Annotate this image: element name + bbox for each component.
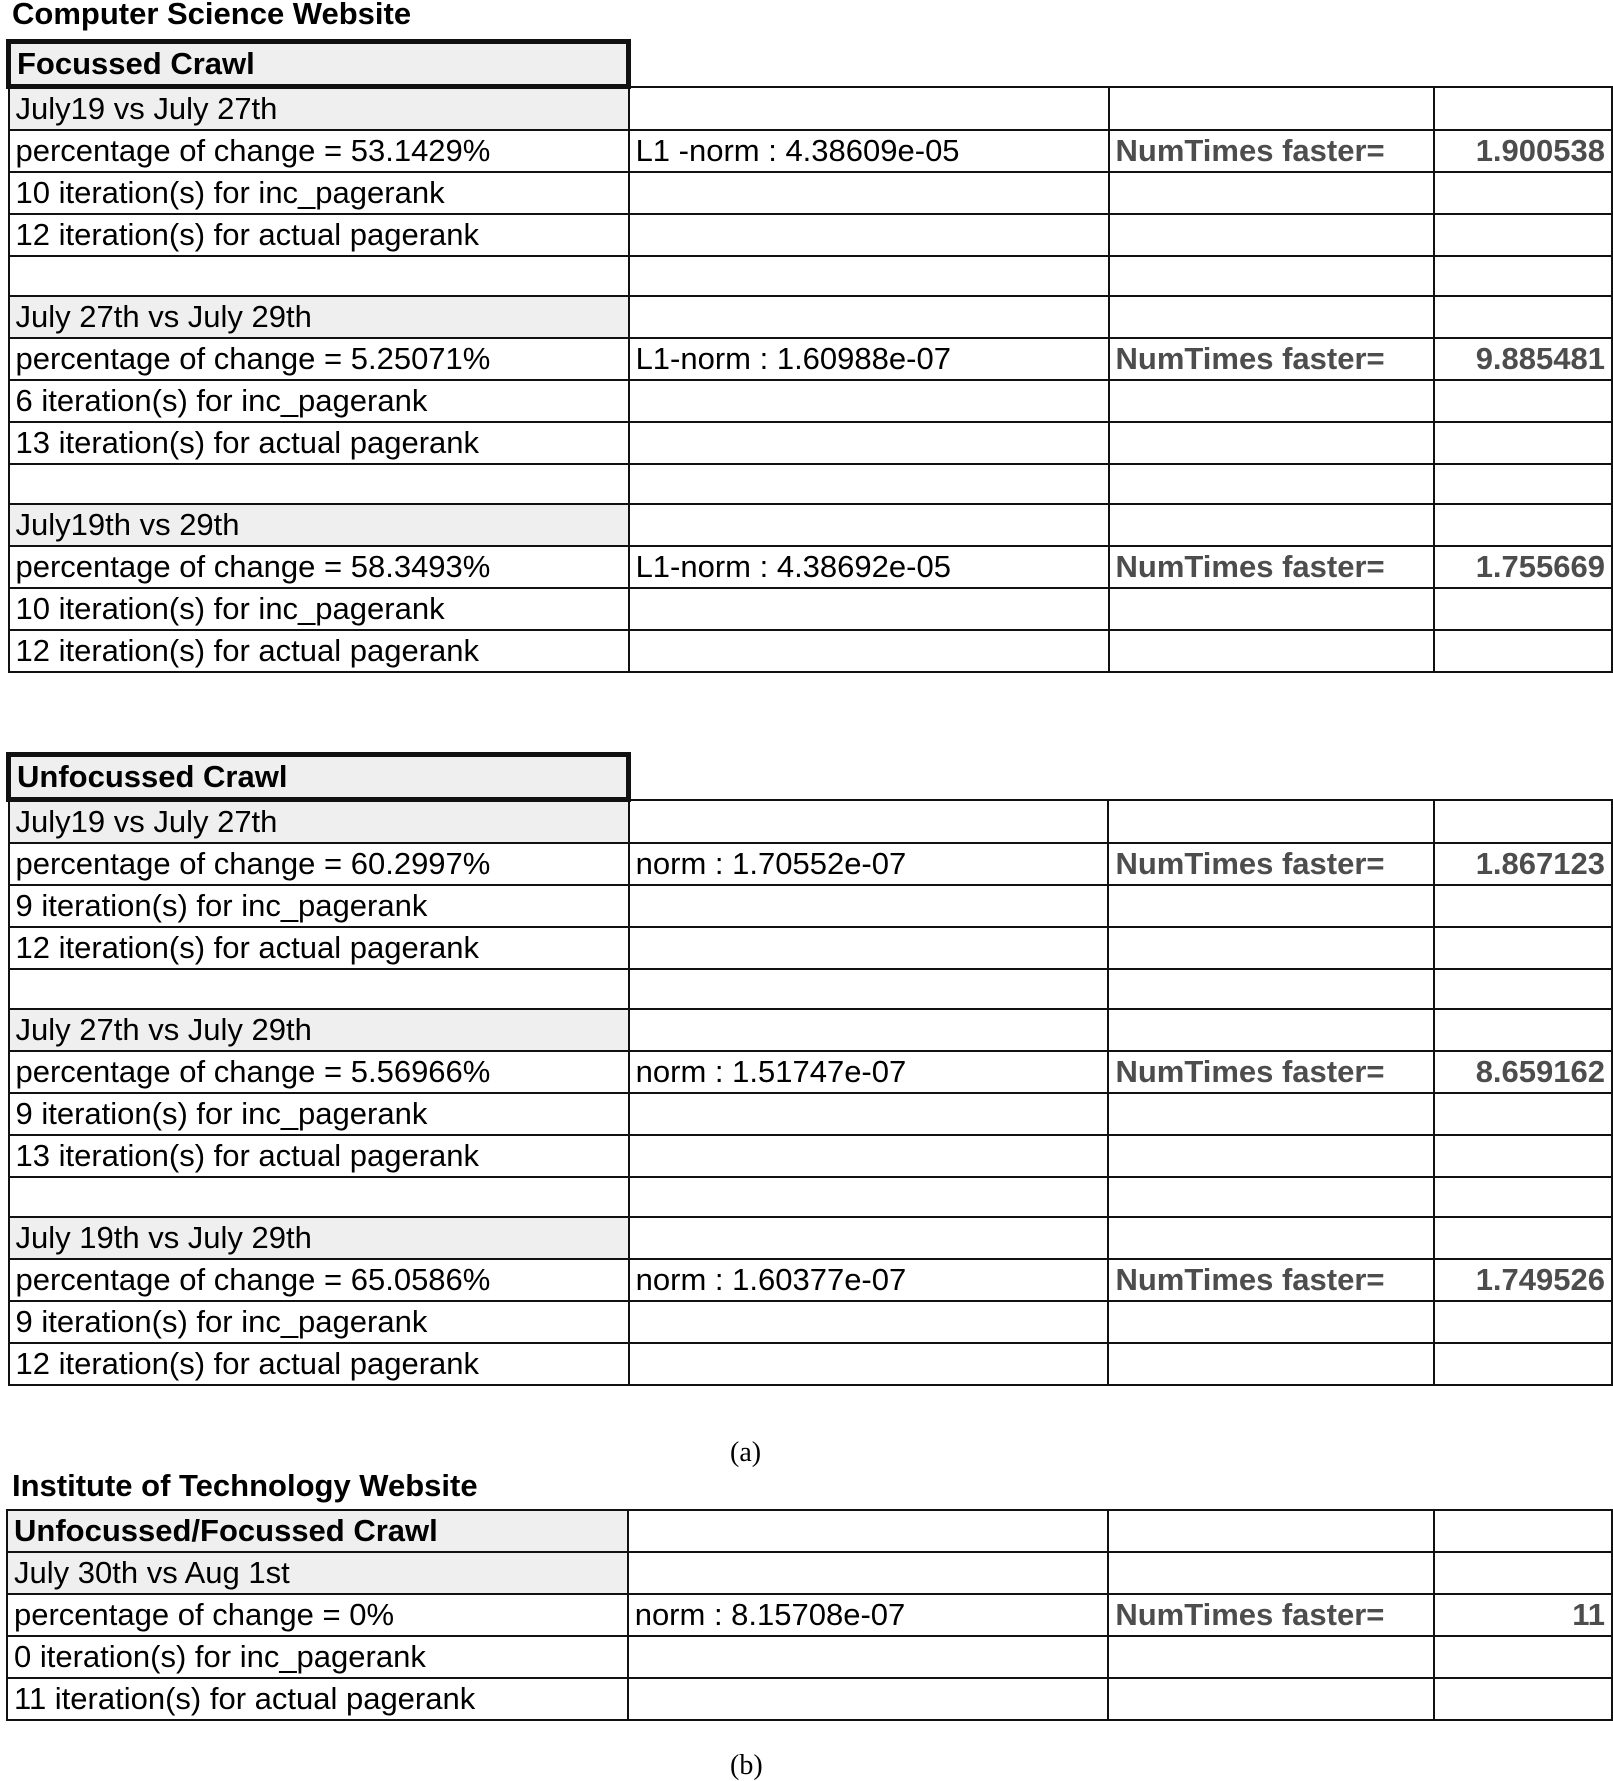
change-row <box>9 1051 1613 1093</box>
change-row <box>7 1594 1612 1636</box>
inc-pagerank-iterations: 6 iteration(s) for inc_pagerank <box>9 380 629 422</box>
percentage-change: percentage of change = 60.2997% <box>9 843 629 885</box>
comparison-label-row <box>7 1552 1612 1594</box>
percentage-change: percentage of change = 58.3493% <box>9 546 629 588</box>
comparison-label: July 27th vs July 29th <box>9 296 629 338</box>
inc-iteration-row <box>9 1093 1613 1135</box>
comparison-label: July19 vs July 27th <box>9 87 629 131</box>
actual-iteration-row <box>7 1678 1612 1720</box>
numtimes-faster-value: 1.749526 <box>1434 1259 1612 1301</box>
change-row <box>9 130 1613 172</box>
numtimes-faster-label: NumTimes faster= <box>1109 338 1435 380</box>
numtimes-faster-value: 1.755669 <box>1434 546 1612 588</box>
website-title-computer-science: Computer Science Website <box>12 0 412 31</box>
actual-pagerank-iterations: 12 iteration(s) for actual pagerank <box>9 214 629 256</box>
comparison-label: July 27th vs July 29th <box>9 1009 629 1051</box>
numtimes-faster-label: NumTimes faster= <box>1109 546 1435 588</box>
numtimes-faster-label: NumTimes faster= <box>1109 130 1435 172</box>
numtimes-faster-label: NumTimes faster= <box>1108 1259 1434 1301</box>
actual-iteration-row <box>9 214 1613 256</box>
section-heading-row <box>7 1510 1612 1552</box>
spacer-row <box>9 969 1613 1009</box>
actual-iteration-row <box>9 630 1613 672</box>
comparison-label-row <box>9 1009 1613 1051</box>
comparison-label: July 19th vs July 29th <box>9 1217 629 1259</box>
unfocussed-crawl-table <box>6 752 1613 1386</box>
comparison-label-row <box>9 296 1613 338</box>
actual-pagerank-iterations: 13 iteration(s) for actual pagerank <box>9 1135 629 1177</box>
actual-pagerank-iterations: 12 iteration(s) for actual pagerank <box>9 1343 629 1385</box>
change-row <box>9 843 1613 885</box>
inc-iteration-row <box>7 1636 1612 1678</box>
website-title-institute-of-technology: Institute of Technology Website <box>12 1468 478 1503</box>
inc-pagerank-iterations: 9 iteration(s) for inc_pagerank <box>9 1093 629 1135</box>
comparison-label-row <box>9 1217 1613 1259</box>
comparison-label-row <box>9 87 1613 131</box>
actual-pagerank-iterations: 12 iteration(s) for actual pagerank <box>9 927 629 969</box>
actual-pagerank-iterations: 12 iteration(s) for actual pagerank <box>9 630 629 672</box>
numtimes-faster-label: NumTimes faster= <box>1108 843 1434 885</box>
focussed-crawl-table <box>6 39 1613 673</box>
institute-crawl-table <box>6 1509 1613 1721</box>
actual-iteration-row <box>9 1135 1613 1177</box>
inc-iteration-row <box>9 380 1613 422</box>
numtimes-faster-value: 1.867123 <box>1434 843 1612 885</box>
numtimes-faster-value: 9.885481 <box>1434 338 1612 380</box>
actual-pagerank-iterations: 13 iteration(s) for actual pagerank <box>9 422 629 464</box>
comparison-label: July19th vs 29th <box>9 504 629 546</box>
inc-iteration-row <box>9 172 1613 214</box>
numtimes-faster-label: NumTimes faster= <box>1108 1051 1434 1093</box>
norm-value: L1-norm : 1.60988e-07 <box>629 338 1109 380</box>
inc-pagerank-iterations: 9 iteration(s) for inc_pagerank <box>9 885 629 927</box>
spacer-row <box>9 1177 1613 1217</box>
inc-pagerank-iterations: 9 iteration(s) for inc_pagerank <box>9 1301 629 1343</box>
change-row <box>9 1259 1613 1301</box>
comparison-label: July19 vs July 27th <box>9 800 629 844</box>
change-row <box>9 546 1613 588</box>
section-heading: Unfocussed/Focussed Crawl <box>7 1510 628 1552</box>
actual-iteration-row <box>9 1343 1613 1385</box>
percentage-change: percentage of change = 5.56966% <box>9 1051 629 1093</box>
inc-iteration-row <box>9 885 1613 927</box>
norm-value: L1-norm : 4.38692e-05 <box>629 546 1109 588</box>
percentage-change: percentage of change = 65.0586% <box>9 1259 629 1301</box>
section-heading-row <box>9 755 1613 800</box>
numtimes-faster-value: 1.900538 <box>1434 130 1612 172</box>
numtimes-faster-value: 8.659162 <box>1434 1051 1612 1093</box>
norm-value: norm : 1.70552e-07 <box>629 843 1109 885</box>
norm-value: norm : 8.15708e-07 <box>628 1594 1109 1636</box>
inc-iteration-row <box>9 588 1613 630</box>
section-heading-row <box>9 42 1613 87</box>
numtimes-faster-label: NumTimes faster= <box>1108 1594 1434 1636</box>
actual-iteration-row <box>9 422 1613 464</box>
caption-b: (b) <box>730 1750 763 1781</box>
inc-pagerank-iterations: 10 iteration(s) for inc_pagerank <box>9 588 629 630</box>
spacer-row <box>9 256 1613 296</box>
inc-pagerank-iterations: 10 iteration(s) for inc_pagerank <box>9 172 629 214</box>
actual-iteration-row <box>9 927 1613 969</box>
percentage-change: percentage of change = 0% <box>7 1594 628 1636</box>
section-heading: Unfocussed Crawl <box>9 755 629 800</box>
inc-iteration-row <box>9 1301 1613 1343</box>
norm-value: norm : 1.60377e-07 <box>629 1259 1109 1301</box>
numtimes-faster-value: 11 <box>1434 1594 1612 1636</box>
caption-a: (a) <box>730 1437 762 1468</box>
spacer-row <box>9 464 1613 504</box>
norm-value: L1 -norm : 4.38609e-05 <box>629 130 1109 172</box>
change-row <box>9 338 1613 380</box>
section-heading: Focussed Crawl <box>9 42 629 87</box>
percentage-change: percentage of change = 5.25071% <box>9 338 629 380</box>
norm-value: norm : 1.51747e-07 <box>629 1051 1109 1093</box>
comparison-label: July 30th vs Aug 1st <box>7 1552 628 1594</box>
actual-pagerank-iterations: 11 iteration(s) for actual pagerank <box>7 1678 628 1720</box>
comparison-label-row <box>9 504 1613 546</box>
comparison-label-row <box>9 800 1613 844</box>
inc-pagerank-iterations: 0 iteration(s) for inc_pagerank <box>7 1636 628 1678</box>
percentage-change: percentage of change = 53.1429% <box>9 130 629 172</box>
